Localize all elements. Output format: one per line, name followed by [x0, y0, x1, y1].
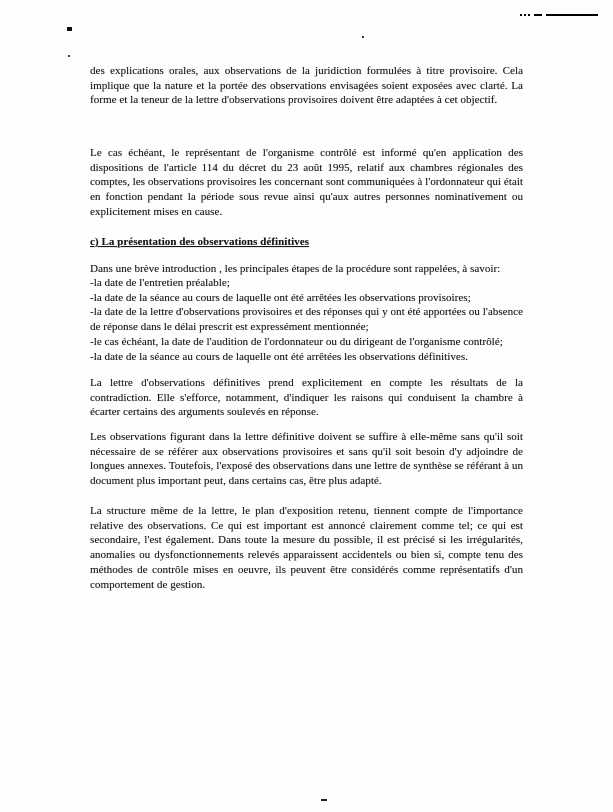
scan-dot [528, 14, 530, 16]
procedure-steps-list [90, 276, 523, 364]
section-heading-observations-definitives: c) La présentation des observations définitives [90, 236, 309, 248]
scan-dot [520, 14, 522, 16]
scan-artifact-bottom-dash [321, 799, 327, 801]
list-item-seance-definitives: -la date de la séance au cours de laquelle ont été arrêtées les observations définitives. [90, 350, 468, 363]
paragraph-lettre-definitives: La lettre d'observations définitives prend explicitement en compte les résultats de la contradiction. Elle s'efforce, notamment, d'indiquer les raisons qui conduisent la chambre à écarter certains des arguments soulevés en réponse. [90, 377, 523, 419]
list-item-lettre-observations: -la date de la lettre d'observations provisoires et des réponses qui y ont été apportées ou l'absence de réponse dans le délai prescrit est expressément mentionnée; [90, 306, 523, 334]
scan-artifact-dot [68, 55, 70, 57]
list-item-audition-ordonnateur: -le cas échéant, la date de l'audition de l'ordonnateur ou du dirigeant de l'organisme contrôlé; [90, 335, 503, 348]
scan-artifact-square [67, 27, 72, 31]
paragraph-explications-orales: des explications orales, aux observations de la juridiction formulées à titre provisoire. Cela implique que la nature et la portée des observations envisagées soient exposées avec clarté. La forme et la teneur de la lettre d'observations provisoires doivent être adaptées à cet objectif. [90, 65, 523, 107]
list-item-entretien-prealable: -la date de l'entretien préalable; [90, 277, 230, 289]
paragraph-cas-echeant: Le cas échéant, le représentant de l'organisme contrôlé est informé qu'en application des dispositions de l'article 114 du décret du 23 août 1995, relatif aux chambres régionales des comptes, les observations provisoires les concernant sont communiquées à l'ordonnateur qui était en fonction pendant la période sous revue ainsi qu'aux autres personnes nominativement ou explicitement mises en cause. [90, 147, 523, 218]
paragraph-structure-lettre: La structure même de la lettre, le plan d'exposition retenu, tiennent compte de l'importance relative des observations. Ce qui est important est annoncé clairement comme tel; ce qui est secondaire, l'est également. Dans toute la mesure du possible, il est précisé si les irrégularités, anomalies ou dysfonctionnements relevés apparaissent accidentels ou bien si, compte tenu des méthodes de contrôle mises en oeuvre, ils peuvent être considérés comme représentatifs d'un comportement de gestion. [90, 505, 523, 591]
paragraph-observations-figurant: Les observations figurant dans la lettre définitive doivent se suffire à elle-même sans qu'il soit nécessaire de se référer aux observations provisoires et sans qu'il soit besoin d'y adjoindre de longues annexes. Toutefois, l'exposé des observations dans une lettre de synthèse se référant à un document plus important peut, dans certains cas, être plus adapté. [90, 431, 523, 488]
scan-artifact-dot [362, 36, 364, 38]
scan-dot [524, 14, 526, 16]
paragraph-intro-etapes: Dans une brève introduction , les principales étapes de la procédure sont rappelées, à savoir: [90, 263, 501, 275]
scan-dash [534, 14, 542, 16]
list-item-seance-provisoires: -la date de la séance au cours de laquelle ont été arrêtées les observations provisoires; [90, 291, 471, 304]
scan-rule [546, 14, 598, 16]
scan-artifact-dashed-line [520, 14, 598, 16]
